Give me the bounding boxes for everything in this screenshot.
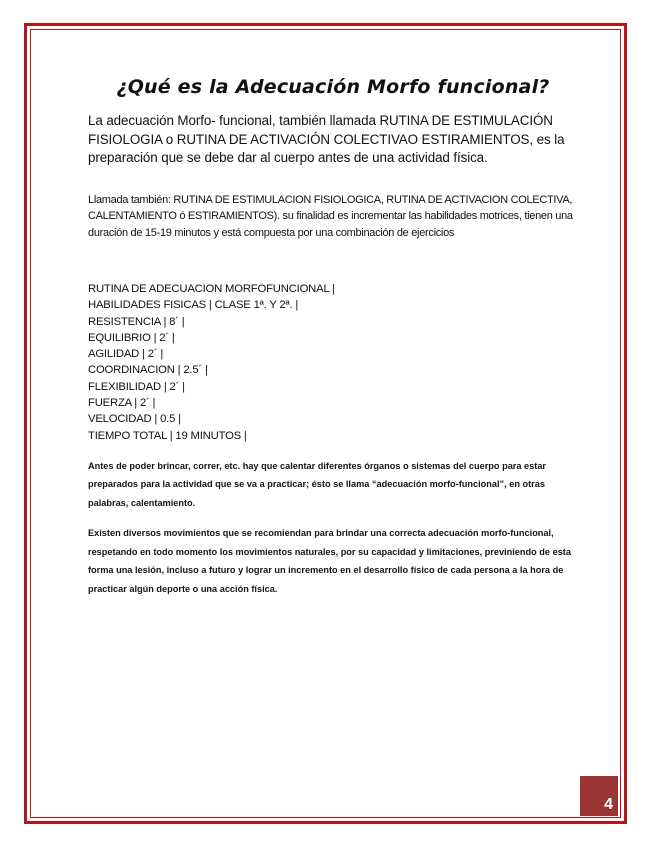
routine-item: AGILIDAD | 2´ | bbox=[88, 348, 164, 361]
routine-item: COORDINACION | 2.5´ | bbox=[88, 364, 208, 377]
page-title: ¿Qué es la Adecuación Morfo funcional? bbox=[116, 76, 550, 98]
routine-item: FLEXIBILIDAD | 2´ | bbox=[88, 380, 185, 393]
routine-item: RESISTENCIA | 8´ | bbox=[88, 315, 185, 328]
routine-item: RUTINA DE ADECUACION MORFOFUNCIONAL | bbox=[88, 283, 335, 295]
routine-item: TIEMPO TOTAL | 19 MINUTOS | bbox=[88, 429, 247, 442]
note-paragraph: Llamada también: RUTINA DE ESTIMULACION FISIOLOGICA, RUTINA DE ACTIVACION COLECTIVA, CALENTAMIENTO ó ESTIRAMIENTOS). su finalidad es incrementar las habilidades motrices, tienen una duración de 15-19 minutos y está compuesta por una combinación de ejercicios bbox=[88, 193, 573, 239]
routine-item: HABILIDADES FISICAS | CLASE 1ª. Y 2ª. | bbox=[88, 299, 299, 312]
routine-list bbox=[88, 281, 578, 444]
intro-paragraph: La adecuación Morfo- funcional, también llamada RUTINA DE ESTIMULACIÓN FISIOLOGIA o RUTINA DE ACTIVACIÓN COLECTIVAO ESTIRAMIENTOS, es la preparación que se debe dar al cuerpo antes de una actividad física. bbox=[88, 113, 565, 165]
routine-item: EQUILIBRIO | 2´ | bbox=[88, 331, 175, 344]
routine-item: VELOCIDAD | 0.5 | bbox=[88, 413, 181, 426]
warmup-paragraph: Antes de poder brincar, correr, etc. hay que calentar diferentes órganos o sistemas del cuerpo para estar preparados para la actividad que se va a practicar; ésto se llama “adecuación morfo-funcional”, en otras palabras, calentamiento. bbox=[88, 460, 547, 508]
page-content bbox=[88, 70, 578, 598]
page-number-badge bbox=[580, 776, 618, 816]
routine-item: FUERZA | 2´ | bbox=[88, 397, 156, 410]
movements-paragraph: Existen diversos movimientos que se recomiendan para brindar una correcta adecuación morfo-funcional, respetando en todo momento los movimientos naturales, por su capacidad y limitaciones, previniendo de esta forma una lesión, incluso a futuro y lograr un incremento en el desarrollo físico de cada persona a la hora de practicar algún deporte o una acción física. bbox=[88, 528, 571, 594]
page-number: 4 bbox=[604, 796, 613, 813]
